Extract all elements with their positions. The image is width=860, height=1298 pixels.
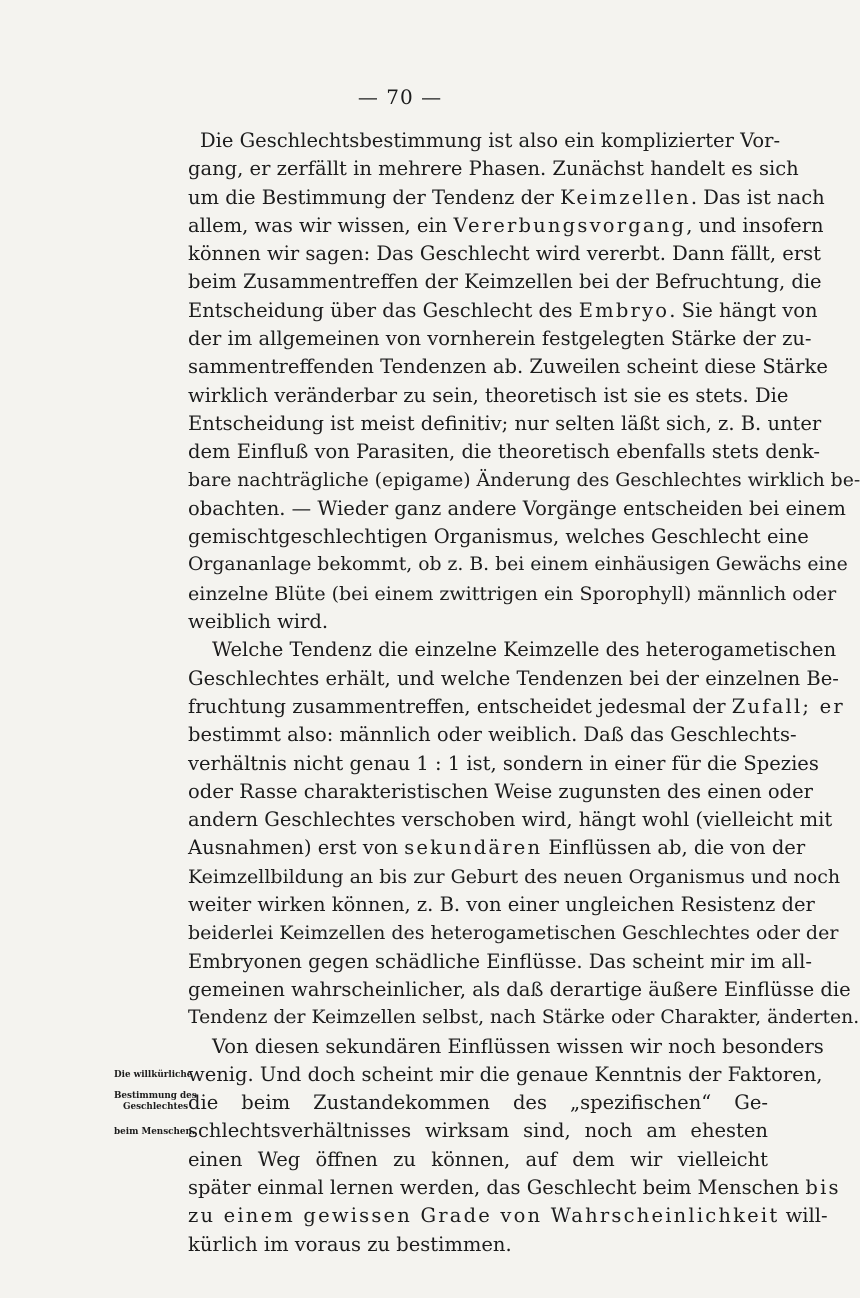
text-line: beim Zusammentreffen der Keimzellen bei der Befruchtung, die bbox=[188, 270, 822, 294]
spaced-term: sekundären bbox=[404, 836, 543, 860]
page-number: — 70 — bbox=[357, 85, 443, 109]
text-line: der im allgemeinen von vornherein festgelegten Stärke der zu- bbox=[188, 327, 812, 351]
text-line: wenig. Und doch scheint mir die genaue Kenntnis der Faktoren, bbox=[188, 1062, 823, 1086]
margin-note-line: Geschlechtes bbox=[123, 1102, 189, 1112]
text-line: bare nachträgliche (epigame) Änderung des Geschlechtes wirklich be- bbox=[188, 469, 860, 491]
text-line: Organanlage bekommt, ob z. B. bei einem einhäusigen Gewächs eine bbox=[188, 554, 848, 576]
text-line: Die Geschlechtsbestimmung ist also ein komplizierter Vor- bbox=[200, 129, 781, 152]
text-line: weiblich wird. bbox=[188, 610, 329, 634]
text-line: die beim Zustandekommen des „spezifischen“ Ge- bbox=[188, 1091, 768, 1115]
spaced-term: bis bbox=[805, 1175, 841, 1199]
margin-note-line: Bestimmung des bbox=[114, 1091, 197, 1101]
text-line: obachten. — Wieder ganz andere Vorgänge entscheiden bei einem bbox=[188, 496, 846, 520]
text-line: Keimzellbildung an bis zur Geburt des neuen Organismus und noch bbox=[188, 865, 841, 888]
spaced-term: zu einem gewissen Grade von Wahrscheinlichkeit bbox=[188, 1204, 780, 1228]
text-line: weiter wirken können, z. B. von einer ungleichen Resistenz der bbox=[188, 893, 815, 917]
text-line: verhältnis nicht genau 1 : 1 ist, sondern in einer für die Spezies bbox=[188, 751, 819, 775]
text-line: fruchtung zusammentreffen, entscheidet jedesmal der Zufall; er bbox=[188, 694, 845, 718]
text-line: andern Geschlechtes verschoben wird, hängt wohl (vielleicht mit bbox=[188, 808, 833, 832]
text-line: bestimmt also: männlich oder weiblich. Daß das Geschlechts- bbox=[188, 723, 797, 747]
text-line: oder Rasse charakteristischen Weise zugunsten des einen oder bbox=[188, 779, 813, 803]
text-line: gemischtgeschlechtigen Organismus, welches Geschlecht eine bbox=[188, 525, 809, 549]
text-line: gemeinen wahrscheinlicher, als daß derartige äußere Einflüsse die bbox=[188, 977, 851, 1001]
margin-note-line: beim Menschen. bbox=[114, 1127, 195, 1137]
margin-note bbox=[114, 1062, 198, 1154]
spaced-term: Vererbungsvorgang bbox=[453, 213, 687, 237]
text-line: Von diesen sekundären Einflüssen wissen wir noch besonders bbox=[212, 1034, 824, 1058]
text-line: Embryonen gegen schädliche Einflüsse. Das scheint mir im all- bbox=[188, 949, 812, 973]
body-text bbox=[188, 127, 860, 1259]
text-line: kürlich im voraus zu bestimmen. bbox=[188, 1232, 512, 1256]
text-line: Geschlechtes erhält, und welche Tendenzen bei der einzelnen Be- bbox=[188, 666, 839, 690]
text-line: können wir sagen: Das Geschlecht wird vererbt. Dann fällt, erst bbox=[188, 242, 821, 266]
text-line: Welche Tendenz die einzelne Keimzelle des heterogametischen bbox=[212, 638, 837, 662]
text-line: einzelne Blüte (bei einem zwittrigen ein Sporophyll) männlich oder bbox=[188, 582, 837, 605]
text-line: beiderlei Keimzellen des heterogametischen Geschlechtes oder der bbox=[188, 922, 839, 945]
text-line: schlechtsverhältnisses wirksam sind, noch am ehesten bbox=[188, 1119, 768, 1143]
spaced-term: Embryo bbox=[578, 298, 670, 322]
margin-note-line: Die willkürliche bbox=[114, 1070, 193, 1080]
text-line: wirklich veränderbar zu sein, theoretisch ist sie es stets. Die bbox=[188, 383, 789, 407]
text-line: Tendenz der Keimzellen selbst, nach Stärke oder Charakter, änderten. bbox=[188, 1007, 860, 1029]
text-line: zu einem gewissen Grade von Wahrscheinlichkeit will- bbox=[188, 1204, 828, 1228]
text-line: dem Einfluß von Parasiten, die theoretisch ebenfalls stets denk- bbox=[188, 440, 820, 464]
text-line: Entscheidung über das Geschlecht des Embryo. Sie hängt von bbox=[188, 298, 818, 322]
text-line: allem, was wir wissen, ein Vererbungsvorgang, und insofern bbox=[188, 213, 824, 237]
text-line: sammentreffenden Tendenzen ab. Zuweilen scheint diese Stärke bbox=[188, 355, 828, 379]
text-line: Entscheidung ist meist definitiv; nur selten läßt sich, z. B. unter bbox=[188, 411, 822, 435]
text-line: Ausnahmen) erst von sekundären Einflüssen ab, die von der bbox=[188, 836, 806, 860]
text-line: später einmal lernen werden, das Geschlecht beim Menschen bis bbox=[188, 1175, 841, 1199]
spaced-term: Zufall; er bbox=[731, 694, 845, 718]
text-line: um die Bestimmung der Tendenz der Keimzellen. Das ist nach bbox=[188, 185, 825, 209]
spaced-term: Keimzellen bbox=[560, 185, 691, 209]
text-line: gang, er zerfällt in mehrere Phasen. Zunächst handelt es sich bbox=[188, 157, 799, 181]
text-line: einen Weg öffnen zu können, auf dem wir vielleicht bbox=[188, 1147, 768, 1171]
